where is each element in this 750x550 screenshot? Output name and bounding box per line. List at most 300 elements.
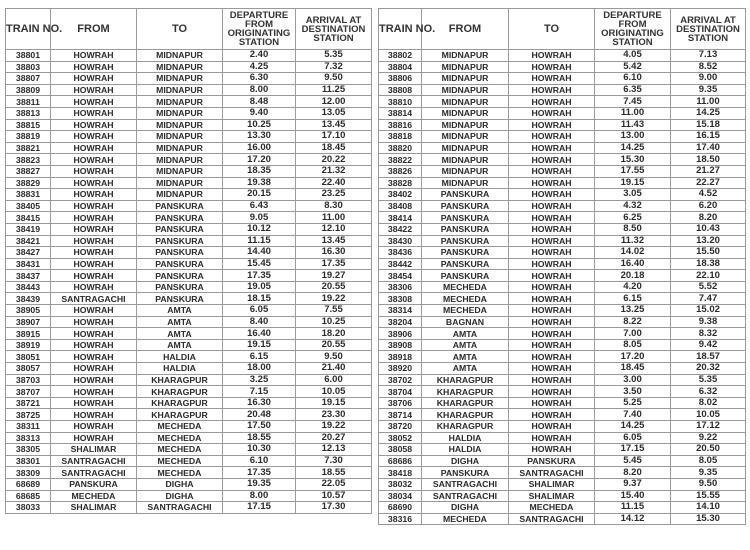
to-cell: PANSKURA xyxy=(137,235,223,247)
arrival-cell: 10.57 xyxy=(296,490,372,502)
from-cell: MIDNAPUR xyxy=(422,154,509,166)
train-no-cell: 38301 xyxy=(6,455,51,467)
table-row xyxy=(6,351,372,363)
arrival-cell: 6.00 xyxy=(296,374,372,386)
table-row xyxy=(6,223,372,235)
departure-cell: 6.10 xyxy=(595,73,671,85)
timetable-left-body xyxy=(6,50,372,514)
to-cell: HOWRAH xyxy=(509,258,595,270)
to-cell: PANSKURA xyxy=(509,455,595,467)
to-cell: HOWRAH xyxy=(509,96,595,108)
from-cell: PANSKURA xyxy=(422,258,509,270)
to-cell: KHARAGPUR xyxy=(137,409,223,421)
departure-cell: 19.15 xyxy=(595,177,671,189)
from-cell: HOWRAH xyxy=(51,142,137,154)
header-train-no: TRAIN NO. xyxy=(379,9,422,50)
to-cell: HOWRAH xyxy=(509,154,595,166)
from-cell: MIDNAPUR xyxy=(422,177,509,189)
departure-cell: 8.48 xyxy=(223,96,296,108)
table-row xyxy=(6,339,372,351)
from-cell: MIDNAPUR xyxy=(422,119,509,131)
departure-cell: 4.25 xyxy=(223,61,296,73)
to-cell: AMTA xyxy=(137,316,223,328)
train-no-cell: 38436 xyxy=(379,247,422,259)
train-no-cell: 38908 xyxy=(379,339,422,351)
departure-cell: 16.40 xyxy=(595,258,671,270)
table-row xyxy=(6,363,372,375)
from-cell: HOWRAH xyxy=(51,235,137,247)
header-from: FROM xyxy=(51,9,137,50)
arrival-cell: 20.50 xyxy=(671,444,746,456)
header-row xyxy=(379,9,746,50)
departure-cell: 4.05 xyxy=(595,50,671,62)
timetable-left xyxy=(5,8,372,514)
train-no-cell: 38430 xyxy=(379,235,422,247)
from-cell: PANSKURA xyxy=(422,189,509,201)
arrival-cell: 20.55 xyxy=(296,339,372,351)
departure-cell: 15.40 xyxy=(595,490,671,502)
train-no-cell: 38309 xyxy=(6,467,51,479)
to-cell: PANSKURA xyxy=(137,212,223,224)
arrival-cell: 16.15 xyxy=(671,131,746,143)
departure-cell: 6.15 xyxy=(223,351,296,363)
train-no-cell: 38442 xyxy=(379,258,422,270)
train-no-cell: 38821 xyxy=(6,142,51,154)
to-cell: MIDNAPUR xyxy=(137,61,223,73)
train-no-cell: 38408 xyxy=(379,200,422,212)
table-row xyxy=(6,61,372,73)
to-cell: PANSKURA xyxy=(137,200,223,212)
from-cell: MECHEDA xyxy=(51,490,137,502)
from-cell: HOWRAH xyxy=(51,374,137,386)
departure-cell: 16.40 xyxy=(223,328,296,340)
departure-cell: 5.25 xyxy=(595,397,671,409)
from-cell: MIDNAPUR xyxy=(422,142,509,154)
train-no-cell: 38418 xyxy=(379,467,422,479)
from-cell: HOWRAH xyxy=(51,73,137,85)
table-row xyxy=(379,50,746,62)
departure-cell: 14.40 xyxy=(223,247,296,259)
table-row xyxy=(379,444,746,456)
departure-cell: 5.45 xyxy=(595,455,671,467)
departure-cell: 18.45 xyxy=(595,363,671,375)
table-row xyxy=(6,397,372,409)
train-no-cell: 38419 xyxy=(6,223,51,235)
train-no-cell: 38051 xyxy=(6,351,51,363)
train-no-cell: 38704 xyxy=(379,386,422,398)
arrival-cell: 9.00 xyxy=(671,73,746,85)
arrival-cell: 8.32 xyxy=(671,328,746,340)
train-no-cell: 38313 xyxy=(6,432,51,444)
to-cell: MECHEDA xyxy=(137,455,223,467)
departure-cell: 15.45 xyxy=(223,258,296,270)
to-cell: HOWRAH xyxy=(509,386,595,398)
table-row xyxy=(379,96,746,108)
train-no-cell: 38816 xyxy=(379,119,422,131)
to-cell: SANTRAGACHI xyxy=(137,502,223,514)
arrival-cell: 21.40 xyxy=(296,363,372,375)
to-cell: HOWRAH xyxy=(509,189,595,201)
arrival-cell: 19.27 xyxy=(296,270,372,282)
train-no-cell: 38818 xyxy=(379,131,422,143)
departure-cell: 2.40 xyxy=(223,50,296,62)
from-cell: MIDNAPUR xyxy=(422,107,509,119)
from-cell: DIGHA xyxy=(422,455,509,467)
to-cell: AMTA xyxy=(137,339,223,351)
from-cell: MIDNAPUR xyxy=(422,84,509,96)
departure-cell: 17.20 xyxy=(223,154,296,166)
arrival-cell: 19.22 xyxy=(296,293,372,305)
to-cell: MIDNAPUR xyxy=(137,107,223,119)
arrival-cell: 9.50 xyxy=(296,351,372,363)
from-cell: HALDIA xyxy=(422,444,509,456)
arrival-cell: 13.45 xyxy=(296,235,372,247)
to-cell: HOWRAH xyxy=(509,363,595,375)
train-no-cell: 38919 xyxy=(6,339,51,351)
to-cell: HOWRAH xyxy=(509,73,595,85)
departure-cell: 3.25 xyxy=(223,374,296,386)
from-cell: PANSKURA xyxy=(422,200,509,212)
header-departure: DEPARTURE FROM ORIGINATING STATION xyxy=(595,9,671,50)
arrival-cell: 17.30 xyxy=(296,502,372,514)
table-row xyxy=(6,235,372,247)
departure-cell: 3.05 xyxy=(595,189,671,201)
departure-cell: 20.15 xyxy=(223,189,296,201)
to-cell: MIDNAPUR xyxy=(137,84,223,96)
departure-cell: 17.20 xyxy=(595,351,671,363)
to-cell: MIDNAPUR xyxy=(137,73,223,85)
table-row xyxy=(6,432,372,444)
table-row xyxy=(379,73,746,85)
train-no-cell: 38032 xyxy=(379,478,422,490)
departure-cell: 3.50 xyxy=(595,386,671,398)
train-no-cell: 38811 xyxy=(6,96,51,108)
arrival-cell: 15.30 xyxy=(671,513,746,525)
arrival-cell: 18.55 xyxy=(296,467,372,479)
departure-cell: 17.50 xyxy=(223,421,296,433)
train-no-cell: 38057 xyxy=(6,363,51,375)
table-row xyxy=(6,478,372,490)
arrival-cell: 17.12 xyxy=(671,421,746,433)
table-row xyxy=(6,119,372,131)
train-no-cell: 38809 xyxy=(6,84,51,96)
departure-cell: 17.35 xyxy=(223,270,296,282)
arrival-cell: 10.05 xyxy=(296,386,372,398)
train-no-cell: 38915 xyxy=(6,328,51,340)
train-no-cell: 38703 xyxy=(6,374,51,386)
arrival-cell: 18.38 xyxy=(671,258,746,270)
to-cell: PANSKURA xyxy=(137,281,223,293)
table-row xyxy=(6,131,372,143)
table-row xyxy=(379,363,746,375)
to-cell: MIDNAPUR xyxy=(137,142,223,154)
table-row xyxy=(379,467,746,479)
from-cell: HOWRAH xyxy=(51,339,137,351)
train-no-cell: 38802 xyxy=(379,50,422,62)
to-cell: DIGHA xyxy=(137,490,223,502)
train-no-cell: 38906 xyxy=(379,328,422,340)
departure-cell: 6.35 xyxy=(595,84,671,96)
departure-cell: 6.05 xyxy=(223,305,296,317)
to-cell: MIDNAPUR xyxy=(137,154,223,166)
arrival-cell: 15.55 xyxy=(671,490,746,502)
departure-cell: 11.32 xyxy=(595,235,671,247)
arrival-cell: 5.52 xyxy=(671,281,746,293)
to-cell: PANSKURA xyxy=(137,270,223,282)
table-row xyxy=(379,119,746,131)
table-row xyxy=(379,258,746,270)
arrival-cell: 19.15 xyxy=(296,397,372,409)
table-row xyxy=(379,189,746,201)
departure-cell: 11.15 xyxy=(595,502,671,514)
to-cell: KHARAGPUR xyxy=(137,397,223,409)
departure-cell: 19.05 xyxy=(223,281,296,293)
departure-cell: 11.43 xyxy=(595,119,671,131)
from-cell: HOWRAH xyxy=(51,421,137,433)
departure-cell: 15.30 xyxy=(595,154,671,166)
to-cell: DIGHA xyxy=(137,478,223,490)
from-cell: MECHEDA xyxy=(422,293,509,305)
departure-cell: 8.00 xyxy=(223,490,296,502)
departure-cell: 4.20 xyxy=(595,281,671,293)
arrival-cell: 12.13 xyxy=(296,444,372,456)
from-cell: HOWRAH xyxy=(51,397,137,409)
train-no-cell: 38058 xyxy=(379,444,422,456)
from-cell: KHARAGPUR xyxy=(422,421,509,433)
to-cell: HOWRAH xyxy=(509,432,595,444)
to-cell: HOWRAH xyxy=(509,270,595,282)
departure-cell: 3.00 xyxy=(595,374,671,386)
table-row xyxy=(379,107,746,119)
to-cell: MIDNAPUR xyxy=(137,131,223,143)
departure-cell: 9.05 xyxy=(223,212,296,224)
train-no-cell: 38826 xyxy=(379,165,422,177)
to-cell: MIDNAPUR xyxy=(137,96,223,108)
from-cell: MIDNAPUR xyxy=(422,73,509,85)
table-row xyxy=(379,270,746,282)
departure-cell: 18.55 xyxy=(223,432,296,444)
from-cell: HOWRAH xyxy=(51,107,137,119)
train-no-cell: 38905 xyxy=(6,305,51,317)
table-row xyxy=(379,478,746,490)
from-cell: SANTRAGACHI xyxy=(51,293,137,305)
from-cell: MECHEDA xyxy=(422,305,509,317)
from-cell: HOWRAH xyxy=(51,189,137,201)
from-cell: KHARAGPUR xyxy=(422,374,509,386)
table-row xyxy=(379,305,746,317)
arrival-cell: 9.42 xyxy=(671,339,746,351)
train-no-cell: 38829 xyxy=(6,177,51,189)
train-no-cell: 68690 xyxy=(379,502,422,514)
departure-cell: 20.18 xyxy=(595,270,671,282)
train-no-cell: 38454 xyxy=(379,270,422,282)
table-row xyxy=(379,154,746,166)
to-cell: MIDNAPUR xyxy=(137,165,223,177)
arrival-cell: 22.10 xyxy=(671,270,746,282)
arrival-cell: 7.13 xyxy=(671,50,746,62)
departure-cell: 6.25 xyxy=(595,212,671,224)
train-no-cell: 38820 xyxy=(379,142,422,154)
table-row xyxy=(6,386,372,398)
table-row xyxy=(379,293,746,305)
arrival-cell: 9.50 xyxy=(671,478,746,490)
to-cell: HOWRAH xyxy=(509,421,595,433)
train-no-cell: 38702 xyxy=(379,374,422,386)
departure-cell: 19.38 xyxy=(223,177,296,189)
arrival-cell: 20.32 xyxy=(671,363,746,375)
arrival-cell: 9.35 xyxy=(671,467,746,479)
table-row xyxy=(6,189,372,201)
train-no-cell: 38443 xyxy=(6,281,51,293)
arrival-cell: 22.05 xyxy=(296,478,372,490)
arrival-cell: 6.20 xyxy=(671,200,746,212)
train-no-cell: 38405 xyxy=(6,200,51,212)
arrival-cell: 10.05 xyxy=(671,409,746,421)
train-no-cell: 38804 xyxy=(379,61,422,73)
arrival-cell: 13.20 xyxy=(671,235,746,247)
train-no-cell: 38306 xyxy=(379,281,422,293)
train-no-cell: 38402 xyxy=(379,189,422,201)
to-cell: HOWRAH xyxy=(509,142,595,154)
train-no-cell: 38819 xyxy=(6,131,51,143)
departure-cell: 9.40 xyxy=(223,107,296,119)
arrival-cell: 10.43 xyxy=(671,223,746,235)
from-cell: KHARAGPUR xyxy=(422,409,509,421)
departure-cell: 11.00 xyxy=(595,107,671,119)
departure-cell: 7.00 xyxy=(595,328,671,340)
to-cell: MIDNAPUR xyxy=(137,189,223,201)
departure-cell: 8.40 xyxy=(223,316,296,328)
arrival-cell: 11.25 xyxy=(296,84,372,96)
train-no-cell: 38316 xyxy=(379,513,422,525)
train-no-cell: 38421 xyxy=(6,235,51,247)
to-cell: HOWRAH xyxy=(509,61,595,73)
arrival-cell: 17.10 xyxy=(296,131,372,143)
table-row xyxy=(379,339,746,351)
departure-cell: 14.12 xyxy=(595,513,671,525)
to-cell: HOWRAH xyxy=(509,444,595,456)
to-cell: MECHEDA xyxy=(509,502,595,514)
arrival-cell: 17.35 xyxy=(296,258,372,270)
from-cell: MECHEDA xyxy=(422,281,509,293)
from-cell: SHALIMAR xyxy=(51,502,137,514)
train-no-cell: 38721 xyxy=(6,397,51,409)
header-arrival: ARRIVAL AT DESTINATION STATION xyxy=(296,9,372,50)
arrival-cell: 16.30 xyxy=(296,247,372,259)
arrival-cell: 6.32 xyxy=(671,386,746,398)
from-cell: SANTRAGACHI xyxy=(51,467,137,479)
table-row xyxy=(379,61,746,73)
arrival-cell: 11.00 xyxy=(671,96,746,108)
table-row xyxy=(379,84,746,96)
from-cell: HOWRAH xyxy=(51,328,137,340)
departure-cell: 17.35 xyxy=(223,467,296,479)
from-cell: KHARAGPUR xyxy=(422,386,509,398)
from-cell: MIDNAPUR xyxy=(422,131,509,143)
train-no-cell: 38311 xyxy=(6,421,51,433)
departure-cell: 8.50 xyxy=(595,223,671,235)
table-row xyxy=(379,513,746,525)
to-cell: HOWRAH xyxy=(509,397,595,409)
arrival-cell: 20.22 xyxy=(296,154,372,166)
from-cell: HOWRAH xyxy=(51,351,137,363)
to-cell: MIDNAPUR xyxy=(137,177,223,189)
train-no-cell: 38803 xyxy=(6,61,51,73)
to-cell: KHARAGPUR xyxy=(137,374,223,386)
train-no-cell: 38918 xyxy=(379,351,422,363)
to-cell: HOWRAH xyxy=(509,200,595,212)
from-cell: MIDNAPUR xyxy=(422,50,509,62)
train-no-cell: 38308 xyxy=(379,293,422,305)
arrival-cell: 9.22 xyxy=(671,432,746,444)
arrival-cell: 19.22 xyxy=(296,421,372,433)
departure-cell: 11.15 xyxy=(223,235,296,247)
from-cell: MECHEDA xyxy=(422,513,509,525)
to-cell: SANTRAGACHI xyxy=(509,513,595,525)
train-no-cell: 38314 xyxy=(379,305,422,317)
arrival-cell: 5.35 xyxy=(671,374,746,386)
table-row xyxy=(379,386,746,398)
to-cell: HOWRAH xyxy=(509,293,595,305)
arrival-cell: 8.30 xyxy=(296,200,372,212)
to-cell: PANSKURA xyxy=(137,258,223,270)
table-row xyxy=(6,490,372,502)
from-cell: HOWRAH xyxy=(51,409,137,421)
table-row xyxy=(6,316,372,328)
from-cell: MIDNAPUR xyxy=(422,96,509,108)
train-no-cell: 38427 xyxy=(6,247,51,259)
departure-cell: 18.00 xyxy=(223,363,296,375)
from-cell: HOWRAH xyxy=(51,281,137,293)
train-no-cell: 38920 xyxy=(379,363,422,375)
table-row xyxy=(379,247,746,259)
from-cell: HOWRAH xyxy=(51,223,137,235)
timetable-right xyxy=(378,8,746,525)
arrival-cell: 18.57 xyxy=(671,351,746,363)
train-no-cell: 38706 xyxy=(379,397,422,409)
departure-cell: 18.35 xyxy=(223,165,296,177)
from-cell: PANSKURA xyxy=(422,270,509,282)
train-no-cell: 38907 xyxy=(6,316,51,328)
train-no-cell: 38437 xyxy=(6,270,51,282)
arrival-cell: 21.27 xyxy=(671,165,746,177)
from-cell: HOWRAH xyxy=(51,432,137,444)
arrival-cell: 9.50 xyxy=(296,73,372,85)
departure-cell: 6.10 xyxy=(223,455,296,467)
departure-cell: 13.00 xyxy=(595,131,671,143)
table-row xyxy=(6,305,372,317)
table-row xyxy=(379,421,746,433)
departure-cell: 6.05 xyxy=(595,432,671,444)
from-cell: BAGNAN xyxy=(422,316,509,328)
header-from: FROM xyxy=(422,9,509,50)
departure-cell: 6.15 xyxy=(595,293,671,305)
arrival-cell: 14.25 xyxy=(671,107,746,119)
to-cell: HOWRAH xyxy=(509,131,595,143)
table-row xyxy=(6,421,372,433)
table-row xyxy=(6,73,372,85)
arrival-cell: 9.35 xyxy=(671,84,746,96)
to-cell: HOWRAH xyxy=(509,316,595,328)
train-no-cell: 38810 xyxy=(379,96,422,108)
train-no-cell: 38808 xyxy=(379,84,422,96)
to-cell: HOWRAH xyxy=(509,374,595,386)
from-cell: PANSKURA xyxy=(422,223,509,235)
timetable-right-body xyxy=(379,50,746,525)
to-cell: HOWRAH xyxy=(509,235,595,247)
departure-cell: 16.30 xyxy=(223,397,296,409)
from-cell: HOWRAH xyxy=(51,363,137,375)
